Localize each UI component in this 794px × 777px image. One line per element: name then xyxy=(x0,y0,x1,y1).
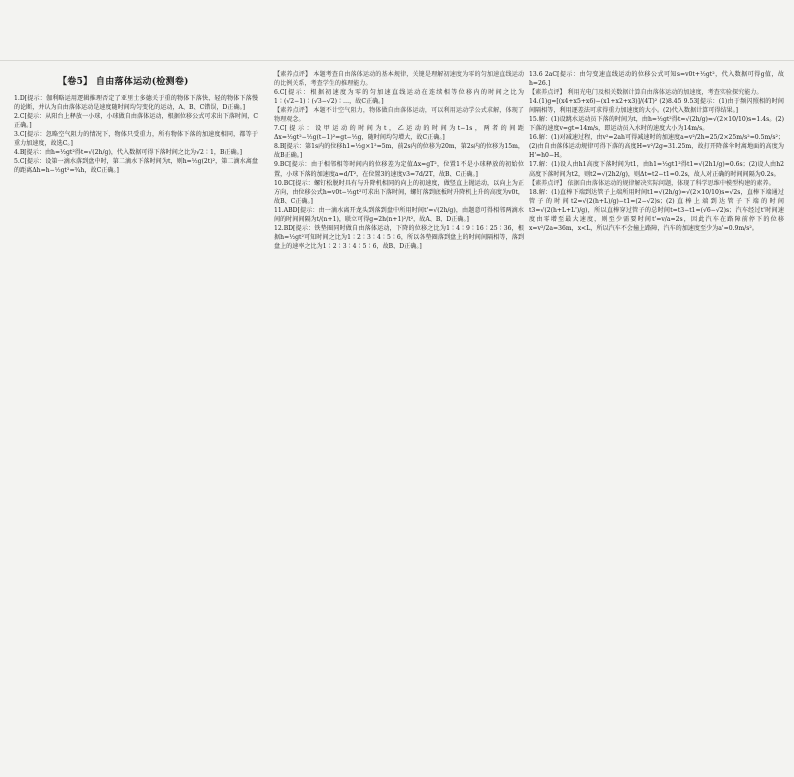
answer-5: 5.C[提示：设第一滴水落到盘中时，第二滴水下落时间为t，则h=½g(2t)²，第二滴水离盘的距离Δh=h−½gt²=¾h，故C正确。] xyxy=(14,158,258,175)
section-title: 【卷5】 自由落体运动(检测卷) xyxy=(58,77,189,87)
top-divider xyxy=(0,60,794,61)
answer-13: 13.6 2aC[提示：由匀变速直线运动的位移公式可知s=v0t+½gt²，代入数据可得g值，故h=26.] xyxy=(529,71,784,88)
answer-2: 2.C[提示：从阳台上释放一小球，小球做自由落体运动，根据位移公式可求出下落时间，C正确。] xyxy=(14,113,258,130)
answer-3: 3.C[提示：忽略空气阻力的情况下，物体只受重力，所有物体下落的加速度相同，都等于重力加速度，故选C。] xyxy=(14,131,258,148)
answer-11: 11.ABD[提示：由一滴水离开龙头到落到盘中所用时间t'=√(2h/g)，由题意可得相邻两滴水间的时间间隔为t/(n+1)，联立可得g=2h(n+1)²/t²，故A、B、D正确。] xyxy=(274,206,524,223)
column-left xyxy=(14,70,258,175)
literacy-comment-3: 【素养点评】 利用光电门及相关数据计算自由落体运动的加速度，考查实验探究能力。 xyxy=(529,89,763,97)
answer-10: 10.BC[提示：螺钉松脱时具有与升降机相同的向上的初速度，做竖直上抛运动，以向上为正方向，由位移公式h=v0t−½gt²可求出下落时间，螺钉落到底板时升降机上升的高度为v0t，故B、C正确。] xyxy=(274,179,524,205)
column-middle xyxy=(274,70,524,251)
literacy-comment-4: 【素养点评】 依据自由落体运动的规律解决实际问题，体现了科学思维中模型构建的素养。 xyxy=(529,179,775,187)
answer-12: 12.BD[提示：铁垫圈同时做自由落体运动，下降的位移之比为1∶4∶9∶16∶25∶36，根据h=½gt²可知时间之比为1∶2∶3∶4∶5∶6，所以各垫圈落到盘上的时间间隔相等，落到盘上的速率之比为1∶2∶3∶4∶5∶6，故B、D正确。] xyxy=(274,224,524,250)
literacy-comment-1: 【素养点评】 本题考查自由落体运动的基本规律，关键是理解初速度为零的匀加速直线运动的比例关系，考查学生的推理能力。 xyxy=(274,71,524,88)
answer-18: 18.解：(1)直棒下端到达管子上端所用时间t1=√(2h/g)=√(2×10/10)s=√2s，直棒下端通过管子的时间t2=√(2(h+L)/g)−t1=(2−√2)s；(2)直棒上端到达管子下端的时间t3=√(2(h+L+L')/g)，所以直棒穿过管子的总时间t=t3−t1=(√6−√2)s；汽车经过t'时间速度由零增至最大速度，则至少需要时间t'=v/a=2s，因此汽车在路障前停下的位移x=v²/2a=36m，x<L，所以汽车不会撞上路障，汽车的加速度至少为a'=0.9m/s²。 xyxy=(529,188,784,232)
answer-4: 4.B[提示：由h=½gt²得t=√(2h/g)，代入数据可得下落时间之比为√2∶1，B正确。] xyxy=(14,149,243,157)
answer-16: 16.解：(1)对减速过程，由v²=2ah可得减速时的加速度a=v²/2h=25/2×25m/s²=0.5m/s²；(2)由自由落体运动规律可得下落的高度H=v²/2g=31.25m，故打开降落伞时离地面的高度为H'=h0−H。 xyxy=(529,134,784,160)
answer-8: 8.B[提示：第1s内的位移h1=½g×1²=5m，前2s内的位移为20m，第2s内的位移为15m，故B正确。] xyxy=(274,143,524,160)
answer-9: 9.BC[提示：由于相邻相等时间内的位移差为定值Δx=gT²，位置1不是小球释放的初始位置，小球下落的加速度a=d/T²，在位置3的速度v3=7d/2T，故B、C正确。] xyxy=(274,161,524,178)
literacy-comment-2: 【素养点评】 本题不计空气阻力，物体做自由落体运动，可以利用运动学公式求解，体现了物理观念。 xyxy=(274,107,524,124)
answer-1: 1.D[提示：伽利略运用逻辑推理否定了亚里士多德关于重的物体下落快、轻的物体下落慢的论断，并认为自由落体运动是速度随时间均匀变化的运动，A、B、C错误，D正确。] xyxy=(14,95,258,112)
column-right xyxy=(529,70,784,233)
answer-14: 14.(1)g=[(x4+x5+x6)−(x1+x2+x3)]/(4T)² (2)8.45 9.53[提示：(1)由于频闪照相的时间间隔相等，利用逐差法可求得重力加速度的大小。(2)代入数据计算可得结果。] xyxy=(529,98,784,115)
answer-7: 7.C[提示：设甲运动的时间为t，乙运动的时间为t−1s，两者的间距Δx=½gt²−½g(t−1)²=gt−½g，随时间均匀增大，故C正确。] xyxy=(274,125,524,142)
answer-17: 17.解：(1)设人由h1高度下落时间为t1，由h1=½gt1²得t1=√(2h1/g)=0.6s；(2)设人由h2高度下落时间为t2，则t2=√(2h2/g)，则Δt=t2−t1=0.2s，故人对正确的时间间隔为0.2s。 xyxy=(529,161,784,178)
answer-6: 6.C[提示：根据初速度为零的匀加速直线运动在连续相等位移内的时间之比为1∶(√2−1)∶(√3−√2)∶…，故C正确。] xyxy=(274,89,524,106)
answer-15: 15.解：(1)设跳水运动员下落的时间为t，由h=½gt²得t=√(2h/g)=√(2×10/10)s=1.4s。(2)下落的速度v=gt=14m/s，即运动员入水时的速度大小为14m/s。 xyxy=(529,116,784,133)
answer-page xyxy=(14,70,784,770)
